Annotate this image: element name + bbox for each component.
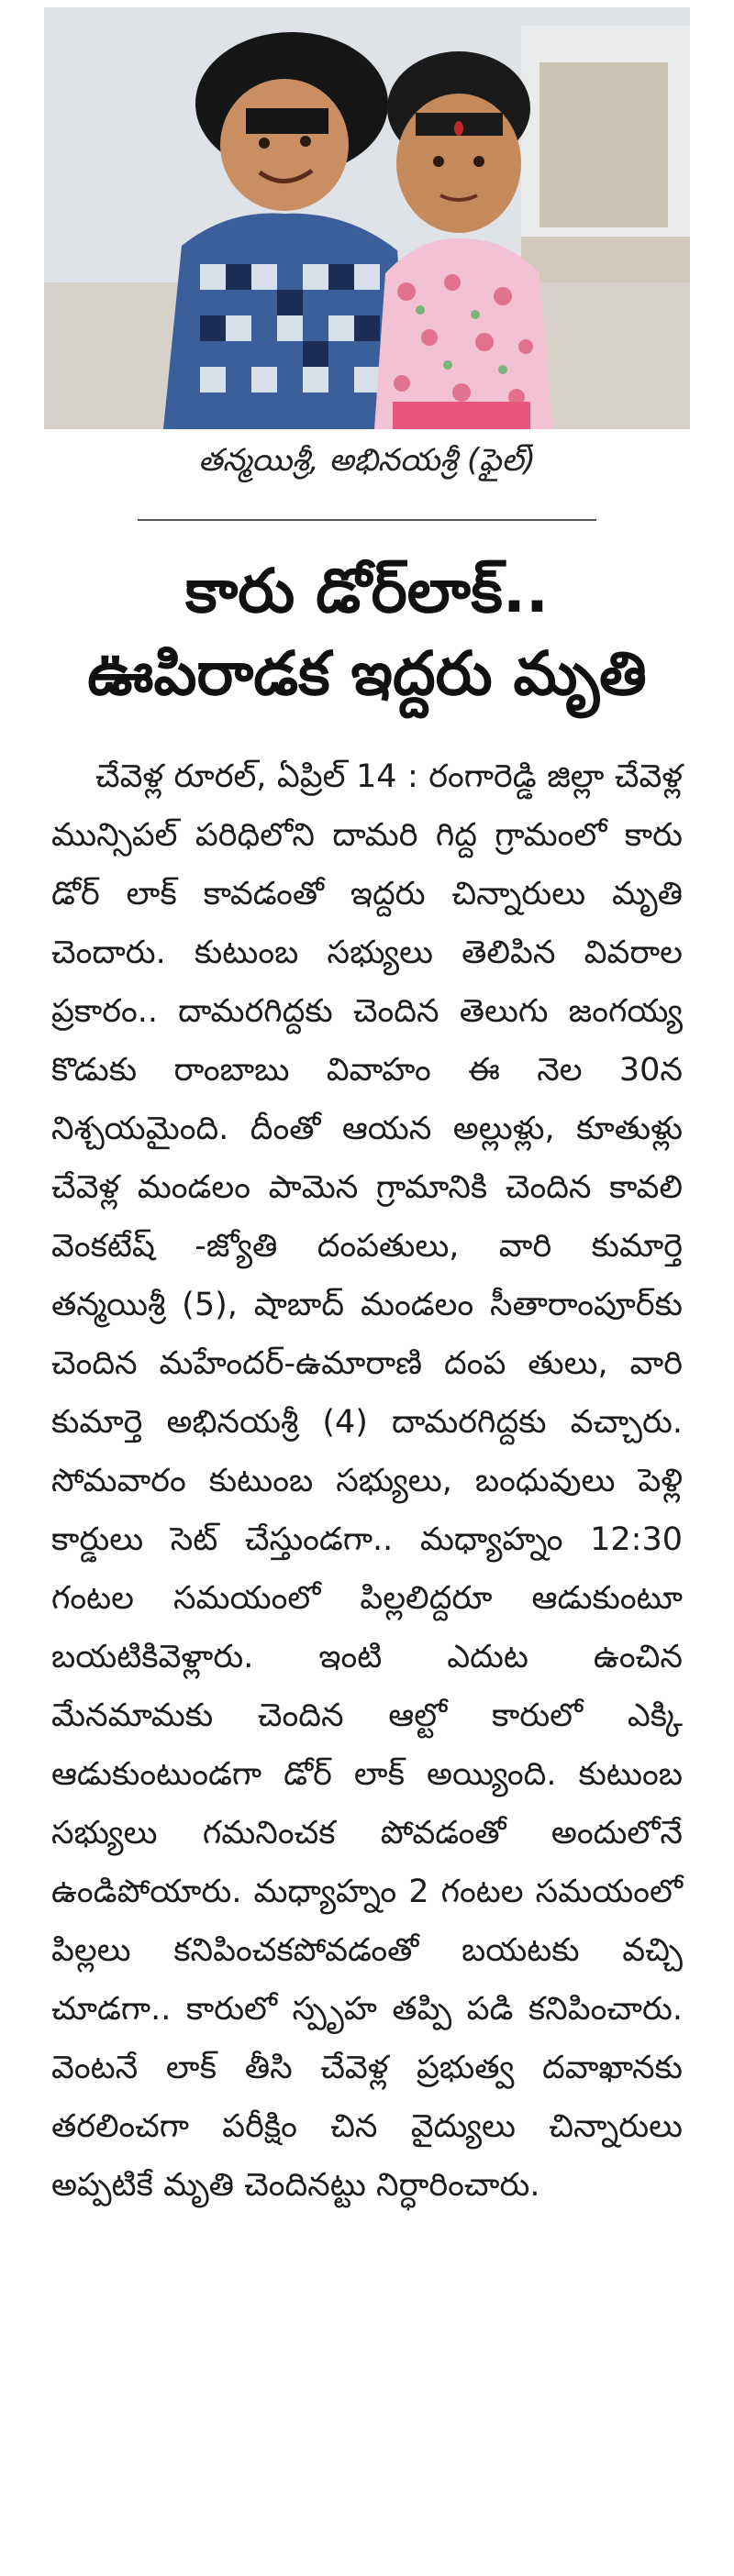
article-body (51, 747, 683, 2215)
headline-line-1: కారు డోర్‌లాక్‌.. (185, 556, 549, 626)
article-text: చేవెళ్ల రూరల్‌, ఏప్రిల్‌ 14 : రంగారెడ్డి జిల్లా చేవెళ్ల మున్సిపల్‌ పరిధిలోని దామరి గిద్ద గ్రామంలో కారు డోర్‌ లాక్‌ కావడంతో ఇద్దరు చిన్నారులు మృతి చెందారు. కుటుంబ సభ్యులు తెలిపిన వివరాల ప్రకారం.. దామరగిద్దకు చెందిన తెలుగు జంగయ్య కొడుకు రాంబాబు వివాహం ఈ నెల 30న నిశ్చయమైంది. దీంతో ఆయన అల్లుళ్లు, కూతుళ్లు చేవెళ్ల మండలం పామెన గ్రామానికి చెందిన కావలి వెంకటేష్‌ -జ్యోతి దంపతులు, వారి కుమార్తె తన్మయిశ్రీ (5), షాబాద్‌ మండలం సీతారాంపూర్‌కు చెందిన మహేందర్‌-ఉమారాణి దంప తులు, వారి కుమార్తె అభినయశ్రీ (4) దామరగిద్దకు వచ్చారు. సోమవారం కుటుంబ సభ్యులు, బంధువులు పెళ్లి కార్డులు సెట్‌ చేస్తుండగా.. మధ్యాహ్నం 12:30 గంటల సమయంలో పిల్లలిద్దరూ ఆడుకుంటూ బయటికివెళ్లారు. ఇంటి ఎదుట ఉంచిన మేనమామకు చెందిన ఆల్టో కారులో ఎక్కి ఆడుకుంటుండగా డోర్‌ లాక్‌ అయ్యింది. కుటుంబ సభ్యులు గమనించక పోవడంతో అందులోనే ఉండిపోయారు. మధ్యాహ్నం 2 గంటల సమయంలో పిల్లలు కనిపించకపోవడంతో బయటకు వచ్చి చూడగా.. కారులో స్పృహ తప్పి పడి కనిపించారు. వెంటనే లాక్‌ తీసి చేవెళ్ల ప్రభుత్వ దవాఖానకు తరలించగా పరీక్షిం చిన వైద్యులు చిన్నారులు అప్పటికే మృతి చెందినట్టు నిర్ధారించారు. (51, 758, 683, 2204)
children-photo-illustration (44, 7, 690, 429)
children-photo (44, 7, 690, 429)
headline-line-2: ఊపిరాడక ఇద్దరు మృతి (87, 638, 647, 709)
caption-divider (138, 519, 596, 521)
photo-caption: తన్మయిశ్రీ, అభినయశ్రీ (ఫైల్) (198, 442, 536, 479)
